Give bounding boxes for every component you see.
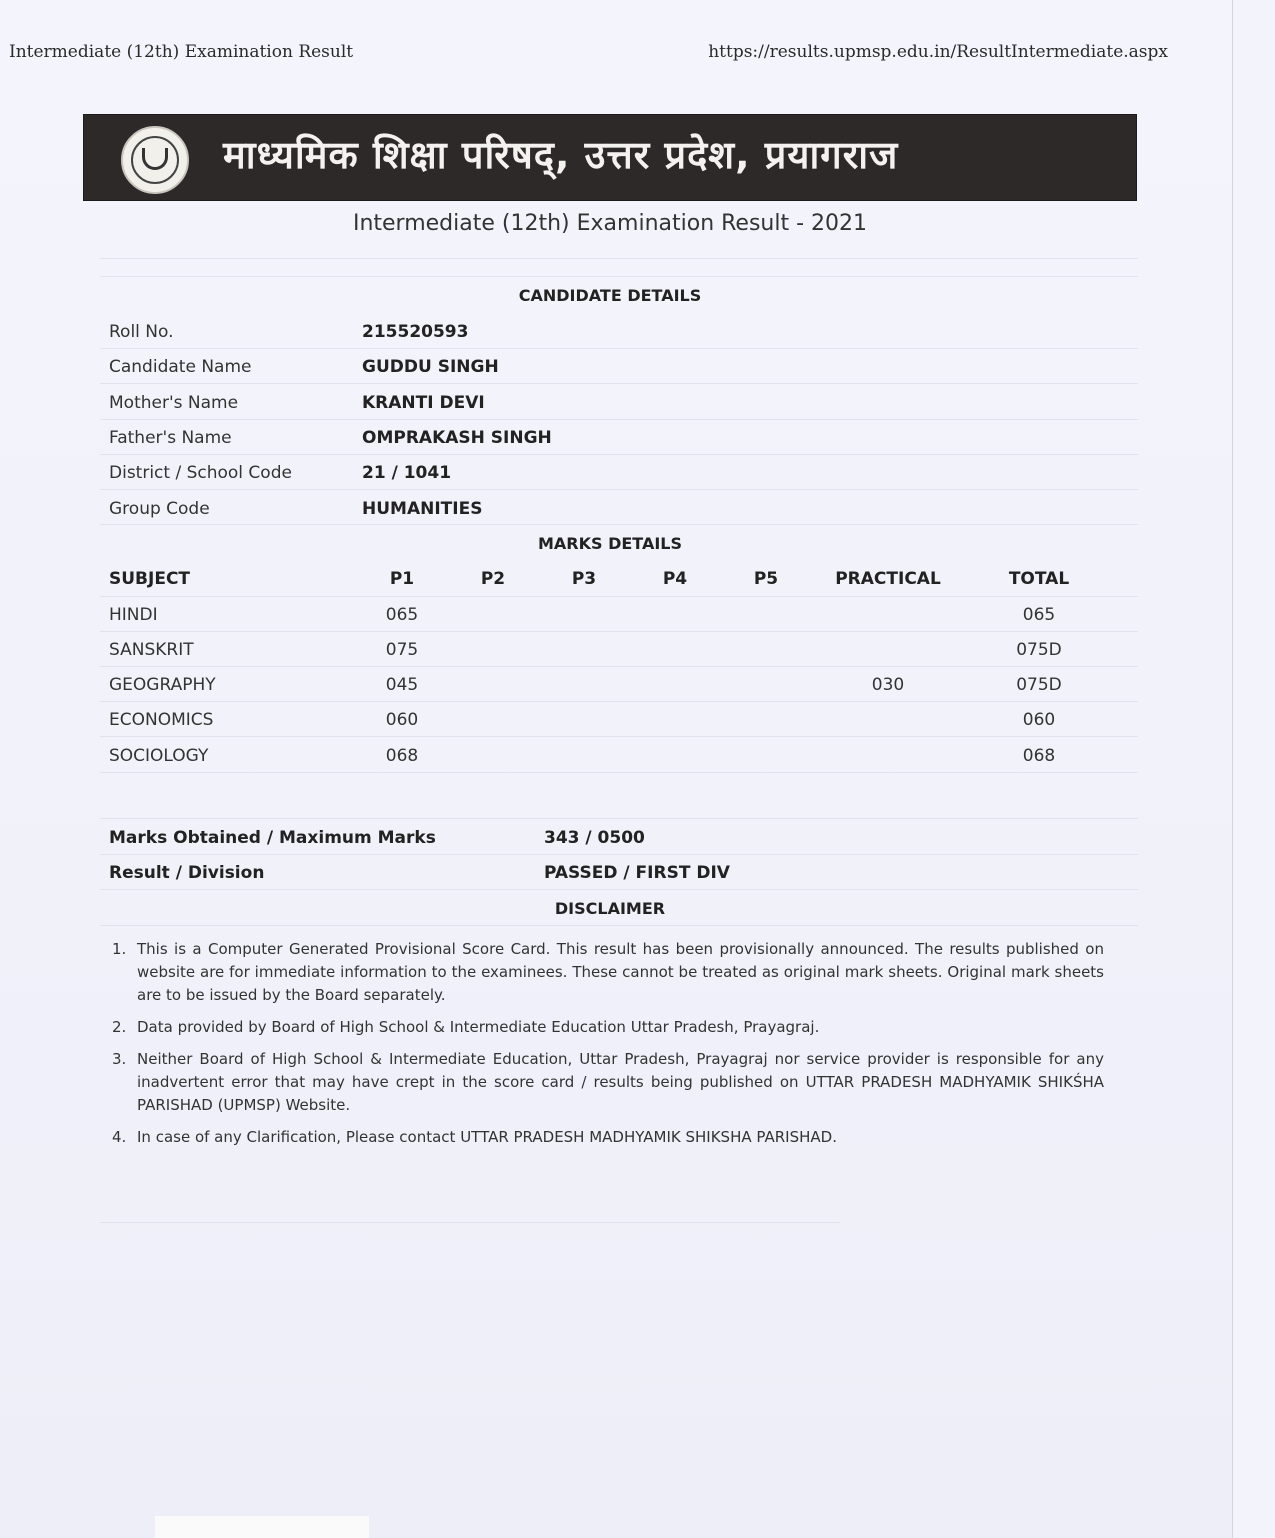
table-row-subject: ECONOMICS [109,710,214,730]
table-row-total: 068 [1022,746,1056,766]
divider [100,631,1138,632]
divider [100,818,1138,819]
disclaimer-list [112,938,1104,1149]
page-title: Intermediate (12th) Examination Result - 2021 [352,211,868,236]
table-row-p1: 065 [385,605,419,625]
col-practical: PRACTICAL [835,569,941,589]
divider [100,736,1138,737]
roll-no-value: 215520593 [362,322,469,342]
divider [100,348,1138,349]
divider [100,701,1138,702]
board-banner [83,114,1137,201]
divider [100,419,1138,420]
divider [100,772,1138,773]
col-subject: SUBJECT [109,569,191,589]
board-seal-icon [121,126,189,194]
result-division-label: Result / Division [109,863,265,883]
result-division-value: PASSED / FIRST DIV [544,863,730,883]
school-code-label: District / School Code [109,463,292,483]
marks-details-heading: MARKS DETAILS [537,534,683,553]
divider [100,489,1138,490]
divider [100,666,1138,667]
col-p1: P1 [389,569,415,589]
table-row-p1: 045 [385,675,419,695]
divider [100,1222,840,1223]
father-name-value: OMPRAKASH SINGH [362,428,552,448]
roll-no-label: Roll No. [109,322,174,342]
candidate-name-label: Candidate Name [109,357,252,377]
disclaimer-item-text: This is a Computer Generated Provisional Score Card. This result has been provisionally announced. The results published on website are for immediate information to the examinees. These cannot be treated as original mark sheets. Original mark sheets are to be issued by the Board separately. [137,940,1104,1004]
disclaimer-item [112,1048,1104,1117]
table-row-practical: 030 [871,675,905,695]
divider [100,383,1138,384]
table-row-p1: 075 [385,640,419,660]
divider [100,889,1138,890]
table-row-subject: HINDI [109,605,158,625]
table-row-total: 075D [1016,640,1062,660]
marks-obtained-value: 343 / 0500 [544,828,645,848]
candidate-details-heading: CANDIDATE DETAILS [518,286,702,305]
disclaimer-item-text: In case of any Clarification, Please contact UTTAR PRADESH MADHYAMIK SHIKSHA PARISHAD. [137,1128,837,1146]
table-row-total: 060 [1022,710,1056,730]
disclaimer-heading: DISCLAIMER [554,899,666,918]
father-name-label: Father's Name [109,428,232,448]
marks-obtained-label: Marks Obtained / Maximum Marks [109,828,436,848]
table-row-total: 075D [1016,675,1062,695]
disclaimer-item-text: Neither Board of High School & Intermediate Education, Uttar Pradesh, Prayagraj nor service provider is responsible for any inadvertent error that may have crept in the score card / results being published on UTTAR PRADESH MADHYAMIK SHIKŚHA PARISHAD (UPMSP) Website. [137,1050,1104,1114]
col-p4: P4 [662,569,688,589]
school-code-value: 21 / 1041 [362,463,452,483]
candidate-name-value: GUDDU SINGH [362,357,499,377]
divider [100,258,1138,259]
disclaimer-item-number: 4. [112,1128,127,1146]
disclaimer-item-text: Data provided by Board of High School & Intermediate Education Uttar Pradesh, Prayagraj. [137,1018,820,1036]
group-code-label: Group Code [109,499,210,519]
disclaimer-item-number: 3. [112,1050,127,1068]
table-row-subject: GEOGRAPHY [109,675,216,695]
divider [100,276,1138,277]
col-p5: P5 [753,569,779,589]
divider [100,596,1138,597]
mother-name-value: KRANTI DEVI [362,393,485,413]
table-row-subject: SANSKRIT [109,640,194,660]
paper-sticker [155,1516,369,1538]
col-p2: P2 [480,569,506,589]
disclaimer-item-number: 1. [112,940,127,958]
table-row-p1: 060 [385,710,419,730]
divider [100,925,1138,926]
board-name: माध्यमिक शिक्षा परिषद्, उत्तर प्रदेश, प्रयागराज [223,133,899,177]
table-row-total: 065 [1022,605,1056,625]
col-total: TOTAL [1008,569,1070,589]
col-p3: P3 [571,569,597,589]
disclaimer-item [112,1126,1104,1149]
disclaimer-item [112,938,1104,1007]
table-row-subject: SOCIOLOGY [109,746,209,766]
print-header-url: https://results.upmsp.edu.in/ResultIntermediate.aspx [708,42,1168,62]
print-header-title: Intermediate (12th) Examination Result [9,42,354,62]
disclaimer-item-number: 2. [112,1018,127,1036]
disclaimer-item [112,1016,1104,1039]
mother-name-label: Mother's Name [109,393,239,413]
divider [100,454,1138,455]
group-code-value: HUMANITIES [362,499,483,519]
table-row-p1: 068 [385,746,419,766]
divider [100,854,1138,855]
divider [100,524,1138,525]
